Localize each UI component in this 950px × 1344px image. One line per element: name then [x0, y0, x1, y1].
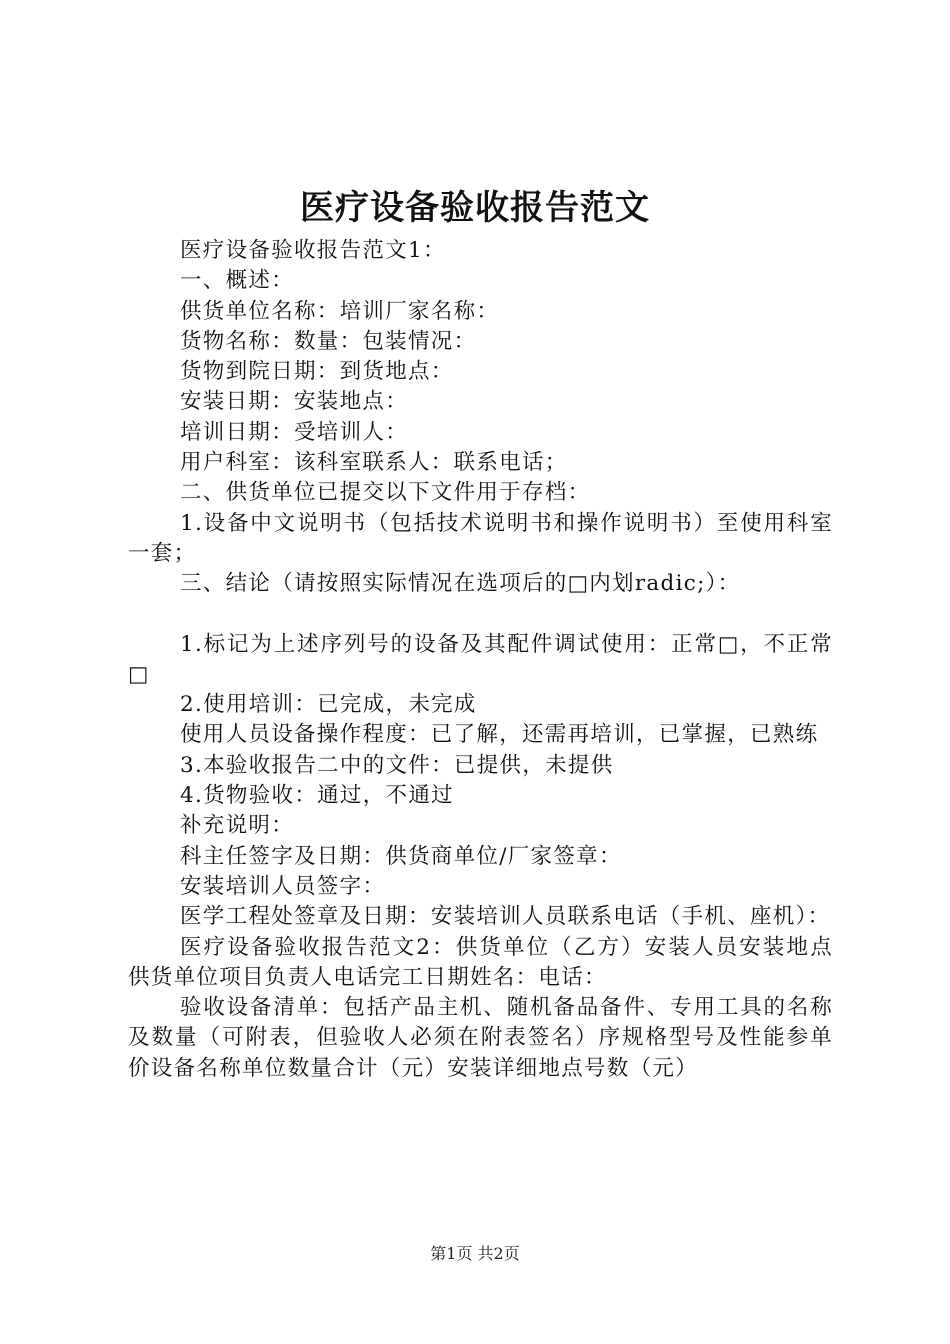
paragraph: 使用人员设备操作程度：已了解，还需再培训，已掌握，已熟练	[180, 722, 819, 748]
paragraph: 2.使用培训：已完成，未完成	[180, 692, 477, 718]
paragraph: 一、概述：	[180, 268, 295, 294]
paragraph: 用户科室：该科室联系人：联系电话；	[180, 450, 568, 476]
document-title: 医疗设备验收报告范文	[300, 188, 650, 228]
paragraph: 医学工程处签章及日期：安装培训人员联系电话（手机、座机）：	[180, 904, 831, 930]
paragraph: 供货单位名称：培训厂家名称：	[180, 298, 500, 324]
paragraph: 3.本验收报告二中的文件：已提供，未提供	[180, 752, 614, 778]
paragraph: 4.货物验收：通过，不通过	[180, 783, 454, 809]
paragraph: 安装培训人员签字：	[180, 873, 386, 899]
paragraph: 货物名称：数量：包装情况：	[180, 328, 477, 354]
paragraph: 验收设备清单：包括产品主机、随机备品备件、专用工具的名称及数量（可附表，但验收人必须在附表签名）序规格型号及性能参单价设备名称单位数量合计（元）安装详细地点号数（元）	[128, 995, 833, 1081]
paragraph: 补充说明：	[180, 813, 295, 839]
paragraph: 三、结论（请按照实际情况在选项后的□内划radic;）：	[180, 571, 741, 597]
paragraph: 医疗设备验收报告范文2：供货单位（乙方）安装人员安装地点供货单位项目负责人电话完工日期姓名：电话：	[128, 934, 833, 990]
paragraph: 货物到院日期：到货地点：	[180, 359, 454, 385]
paragraph: 培训日期：受培训人：	[180, 419, 409, 445]
blank-line	[128, 600, 833, 630]
paragraph: 安装日期：安装地点：	[180, 389, 409, 415]
paragraph: 二、供货单位已提交以下文件用于存档：	[180, 480, 591, 506]
paragraph: 科主任签字及日期：供货商单位/厂家签章：	[180, 843, 622, 869]
paragraph: 1.标记为上述序列号的设备及其配件调试使用：正常□，不正常□	[128, 631, 833, 687]
page-footer: 第1页 共2页	[430, 1244, 520, 1263]
paragraph: 1.设备中文说明书（包括技术说明书和操作说明书）至使用科室一套；	[128, 510, 833, 566]
document-body	[128, 236, 833, 1084]
paragraph: 医疗设备验收报告范文1：	[180, 238, 446, 263]
